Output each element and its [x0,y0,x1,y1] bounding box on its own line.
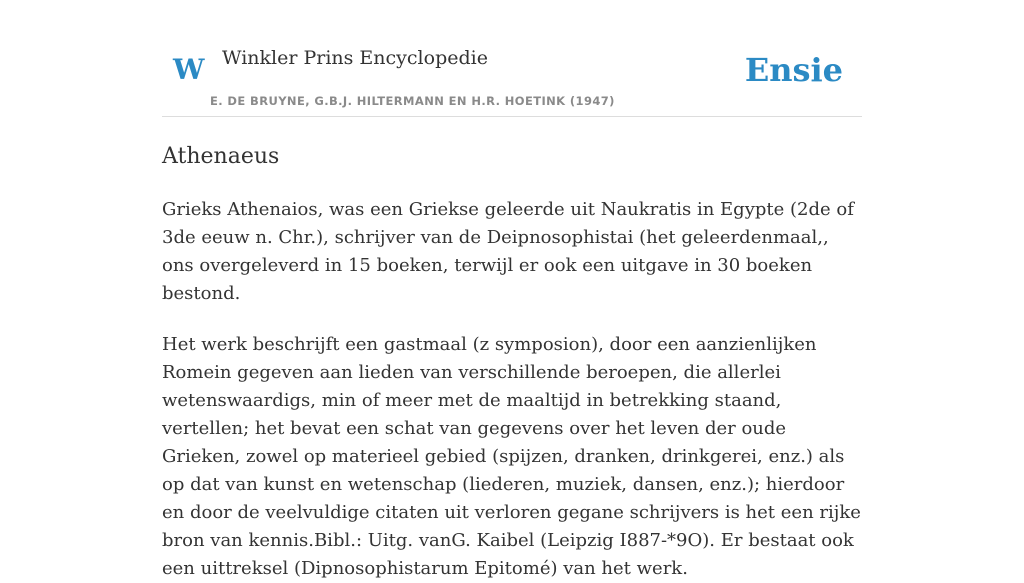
article-paragraph-2: Het werk beschrijft een gastmaal (z symposion), door een aanzienlijken Romein gegeven aan lieden van verschillende beroepen, die allerlei wetenswaardigs, min of meer met de maaltijd in betrekking staand, vertellen; het bevat een schat van gegevens over het leven der oude Grieken, zowel op materieel gebied (spijzen, dranken, drinkgerei, enz.) als op dat van kunst en wetenschap (liederen, muziek, dansen, enz.); hierdoor en door de veelvuldige citaten uit verloren gegane schrijvers is het een rijke bron van kennis.Bibl.: Uitg. vanG. Kaibel (Leipzig I887-*9O). Er bestaat ook een uittreksel (Dipnosophistarum Epitomé) van het werk. [162,334,861,579]
book-title[interactable]: Winkler Prins Encyclopedie [222,47,488,69]
logo-letter[interactable]: W [173,53,205,86]
header [162,0,862,117]
article-title: Athenaeus [162,144,280,169]
page [162,0,862,583]
article-paragraph-1: Grieks Athenaios, was een Griekse geleerde uit Naukratis in Egypte (2de of 3de eeuw n. Chr.), schrijver van de Deipnosophistai (het geleerdenmaal,, ons overgeleverd in 15 boeken, terwijl er ook een uitgave in 30 boeken bestond. [162,199,854,304]
brand-logo[interactable]: Ensie [744,51,843,89]
authors-line: E. DE BRUYNE, G.B.J. HILTERMANN EN H.R. HOETINK (1947) [210,94,615,108]
